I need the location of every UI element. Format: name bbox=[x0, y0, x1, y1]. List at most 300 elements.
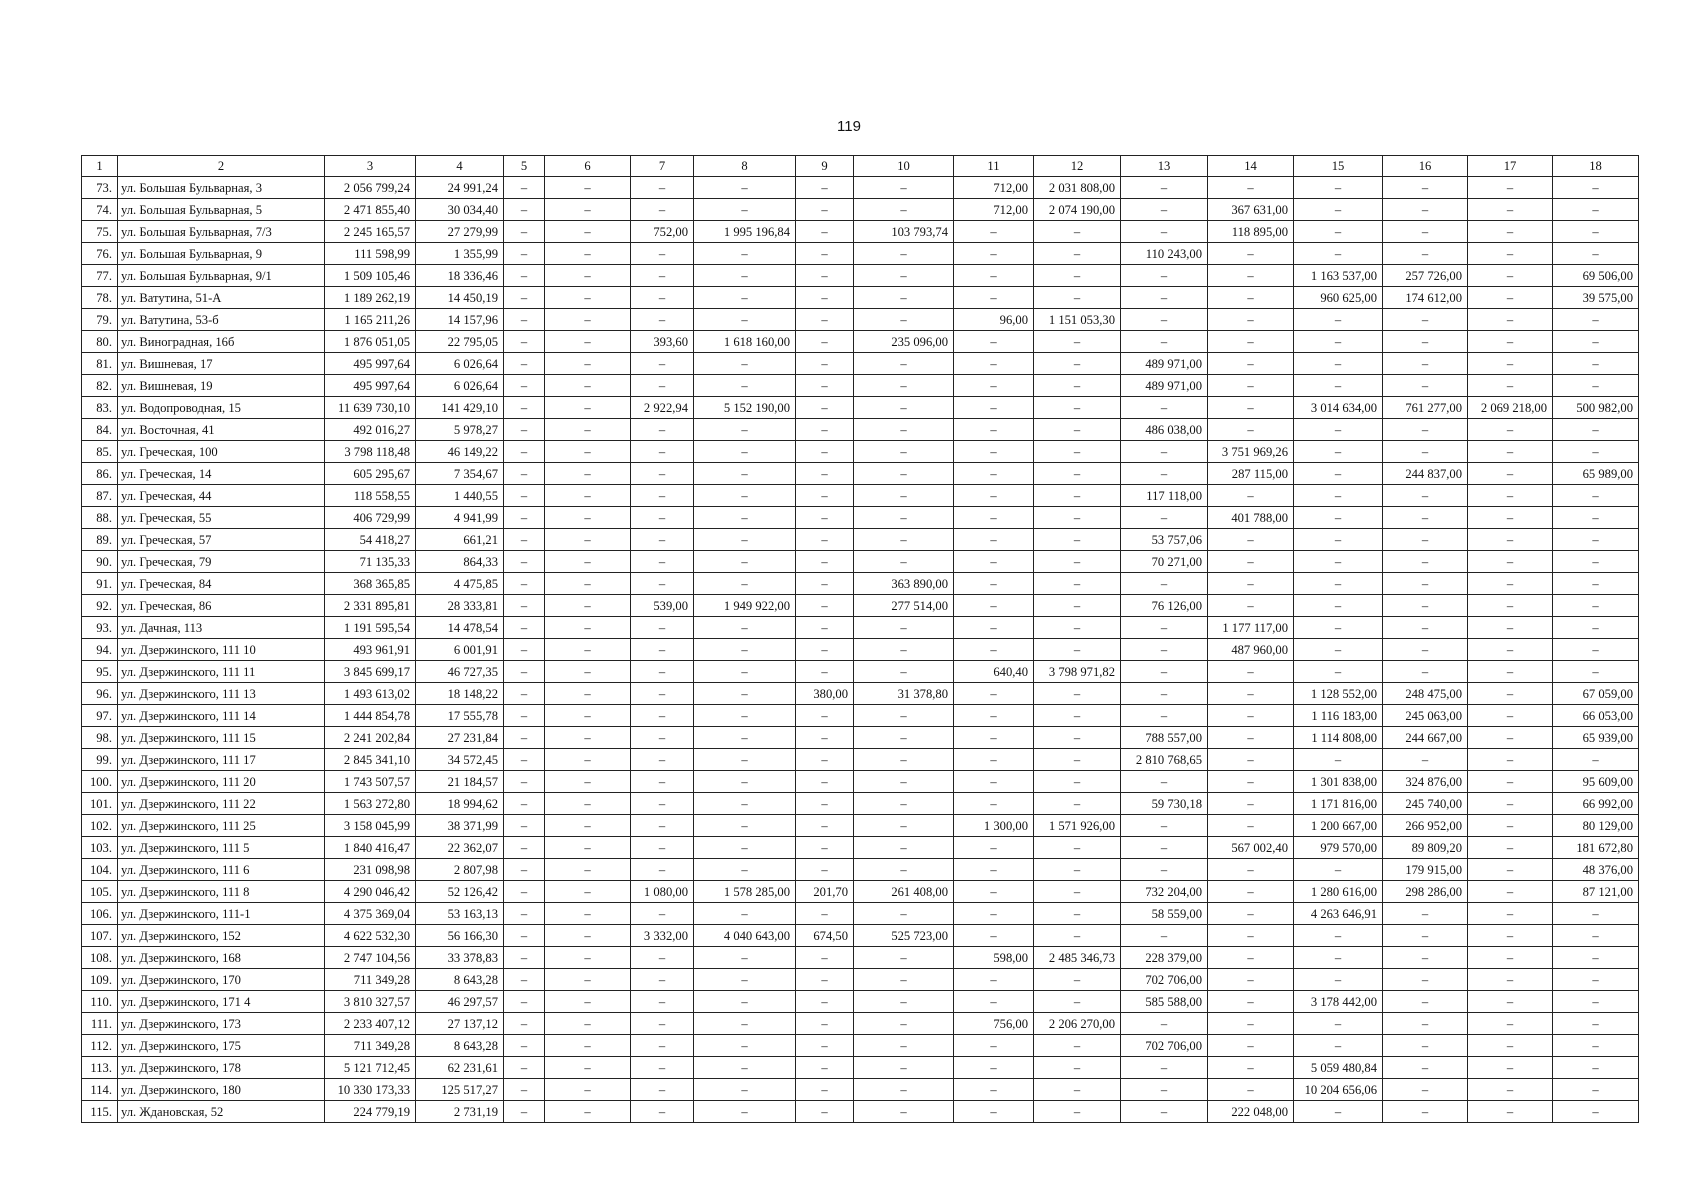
empty-dash-cell: – bbox=[694, 177, 796, 199]
empty-dash-cell: – bbox=[1034, 265, 1121, 287]
empty-dash-cell: – bbox=[545, 683, 631, 705]
amount-cell: 711 349,28 bbox=[325, 969, 416, 991]
amount-cell: 2 233 407,12 bbox=[325, 1013, 416, 1035]
amount-cell: 1 571 926,00 bbox=[1034, 815, 1121, 837]
row-number-cell: 100. bbox=[82, 771, 118, 793]
row-number-cell: 94. bbox=[82, 639, 118, 661]
empty-dash-cell: – bbox=[1468, 1079, 1553, 1101]
empty-dash-cell: – bbox=[1468, 969, 1553, 991]
empty-dash-cell: – bbox=[1208, 331, 1294, 353]
empty-dash-cell: – bbox=[1294, 221, 1383, 243]
empty-dash-cell: – bbox=[1553, 485, 1639, 507]
empty-dash-cell: – bbox=[545, 309, 631, 331]
amount-cell: 53 163,13 bbox=[416, 903, 504, 925]
amount-cell: 66 053,00 bbox=[1553, 705, 1639, 727]
address-cell: ул. Виноградная, 16б bbox=[118, 331, 325, 353]
empty-dash-cell: – bbox=[854, 793, 954, 815]
table-row bbox=[82, 705, 1639, 727]
amount-cell: 222 048,00 bbox=[1208, 1101, 1294, 1123]
empty-dash-cell: – bbox=[504, 749, 545, 771]
empty-dash-cell: – bbox=[1121, 331, 1208, 353]
amount-cell: 525 723,00 bbox=[854, 925, 954, 947]
empty-dash-cell: – bbox=[854, 485, 954, 507]
empty-dash-cell: – bbox=[1468, 661, 1553, 683]
amount-cell: 118 895,00 bbox=[1208, 221, 1294, 243]
empty-dash-cell: – bbox=[796, 749, 854, 771]
empty-dash-cell: – bbox=[1468, 309, 1553, 331]
amount-cell: 28 333,81 bbox=[416, 595, 504, 617]
empty-dash-cell: – bbox=[1383, 507, 1468, 529]
empty-dash-cell: – bbox=[1383, 331, 1468, 353]
address-cell: ул. Большая Бульварная, 9/1 bbox=[118, 265, 325, 287]
row-number-cell: 110. bbox=[82, 991, 118, 1013]
empty-dash-cell: – bbox=[1208, 661, 1294, 683]
row-number-cell: 107. bbox=[82, 925, 118, 947]
amount-cell: 18 148,22 bbox=[416, 683, 504, 705]
empty-dash-cell: – bbox=[504, 287, 545, 309]
empty-dash-cell: – bbox=[1468, 265, 1553, 287]
amount-cell: 52 126,42 bbox=[416, 881, 504, 903]
row-number-cell: 83. bbox=[82, 397, 118, 419]
amount-cell: 640,40 bbox=[954, 661, 1034, 683]
empty-dash-cell: – bbox=[954, 925, 1034, 947]
empty-dash-cell: – bbox=[504, 793, 545, 815]
empty-dash-cell: – bbox=[545, 595, 631, 617]
empty-dash-cell: – bbox=[796, 903, 854, 925]
empty-dash-cell: – bbox=[545, 287, 631, 309]
empty-dash-cell: – bbox=[1034, 925, 1121, 947]
amount-cell: 1 995 196,84 bbox=[694, 221, 796, 243]
amount-cell: 53 757,06 bbox=[1121, 529, 1208, 551]
empty-dash-cell: – bbox=[545, 947, 631, 969]
empty-dash-cell: – bbox=[954, 573, 1034, 595]
empty-dash-cell: – bbox=[694, 529, 796, 551]
empty-dash-cell: – bbox=[504, 529, 545, 551]
empty-dash-cell: – bbox=[1553, 639, 1639, 661]
address-cell: ул. Большая Бульварная, 9 bbox=[118, 243, 325, 265]
empty-dash-cell: – bbox=[1121, 221, 1208, 243]
amount-cell: 48 376,00 bbox=[1553, 859, 1639, 881]
empty-dash-cell: – bbox=[854, 463, 954, 485]
empty-dash-cell: – bbox=[854, 1079, 954, 1101]
empty-dash-cell: – bbox=[796, 837, 854, 859]
empty-dash-cell: – bbox=[1468, 199, 1553, 221]
empty-dash-cell: – bbox=[1553, 1101, 1639, 1123]
address-cell: ул. Дзержинского, 111 5 bbox=[118, 837, 325, 859]
empty-dash-cell: – bbox=[1121, 661, 1208, 683]
empty-dash-cell: – bbox=[1208, 705, 1294, 727]
amount-cell: 2 810 768,65 bbox=[1121, 749, 1208, 771]
empty-dash-cell: – bbox=[1034, 881, 1121, 903]
empty-dash-cell: – bbox=[631, 771, 694, 793]
table-row bbox=[82, 991, 1639, 1013]
empty-dash-cell: – bbox=[631, 705, 694, 727]
empty-dash-cell: – bbox=[631, 375, 694, 397]
empty-dash-cell: – bbox=[504, 705, 545, 727]
empty-dash-cell: – bbox=[1553, 529, 1639, 551]
amount-cell: 18 336,46 bbox=[416, 265, 504, 287]
amount-cell: 1 840 416,47 bbox=[325, 837, 416, 859]
empty-dash-cell: – bbox=[504, 639, 545, 661]
empty-dash-cell: – bbox=[854, 639, 954, 661]
amount-cell: 257 726,00 bbox=[1383, 265, 1468, 287]
empty-dash-cell: – bbox=[1553, 199, 1639, 221]
table-row bbox=[82, 1101, 1639, 1123]
address-cell: ул. Вишневая, 17 bbox=[118, 353, 325, 375]
empty-dash-cell: – bbox=[854, 419, 954, 441]
amount-cell: 141 429,10 bbox=[416, 397, 504, 419]
column-header: 2 bbox=[118, 156, 325, 177]
empty-dash-cell: – bbox=[504, 1013, 545, 1035]
empty-dash-cell: – bbox=[545, 991, 631, 1013]
empty-dash-cell: – bbox=[1034, 397, 1121, 419]
empty-dash-cell: – bbox=[1121, 617, 1208, 639]
table-row bbox=[82, 287, 1639, 309]
amount-cell: 1 163 537,00 bbox=[1294, 265, 1383, 287]
amount-cell: 1 355,99 bbox=[416, 243, 504, 265]
empty-dash-cell: – bbox=[1034, 1035, 1121, 1057]
amount-cell: 3 158 045,99 bbox=[325, 815, 416, 837]
empty-dash-cell: – bbox=[854, 551, 954, 573]
empty-dash-cell: – bbox=[694, 837, 796, 859]
empty-dash-cell: – bbox=[1208, 551, 1294, 573]
table-row bbox=[82, 331, 1639, 353]
row-number-cell: 78. bbox=[82, 287, 118, 309]
address-cell: ул. Дзержинского, 111-1 bbox=[118, 903, 325, 925]
empty-dash-cell: – bbox=[854, 661, 954, 683]
amount-cell: 33 378,83 bbox=[416, 947, 504, 969]
empty-dash-cell: – bbox=[694, 947, 796, 969]
amount-cell: 1 876 051,05 bbox=[325, 331, 416, 353]
empty-dash-cell: – bbox=[1208, 375, 1294, 397]
empty-dash-cell: – bbox=[1553, 177, 1639, 199]
empty-dash-cell: – bbox=[1294, 309, 1383, 331]
empty-dash-cell: – bbox=[1208, 727, 1294, 749]
empty-dash-cell: – bbox=[1121, 287, 1208, 309]
empty-dash-cell: – bbox=[1121, 639, 1208, 661]
empty-dash-cell: – bbox=[545, 1057, 631, 1079]
amount-cell: 4 622 532,30 bbox=[325, 925, 416, 947]
empty-dash-cell: – bbox=[854, 1035, 954, 1057]
empty-dash-cell: – bbox=[694, 199, 796, 221]
empty-dash-cell: – bbox=[1294, 463, 1383, 485]
empty-dash-cell: – bbox=[504, 969, 545, 991]
empty-dash-cell: – bbox=[1034, 529, 1121, 551]
address-cell: ул. Греческая, 79 bbox=[118, 551, 325, 573]
amount-cell: 8 643,28 bbox=[416, 969, 504, 991]
empty-dash-cell: – bbox=[545, 815, 631, 837]
empty-dash-cell: – bbox=[504, 727, 545, 749]
amount-cell: 46 149,22 bbox=[416, 441, 504, 463]
empty-dash-cell: – bbox=[796, 1013, 854, 1035]
empty-dash-cell: – bbox=[504, 903, 545, 925]
empty-dash-cell: – bbox=[1383, 441, 1468, 463]
empty-dash-cell: – bbox=[694, 903, 796, 925]
empty-dash-cell: – bbox=[1034, 705, 1121, 727]
address-cell: ул. Дзержинского, 111 13 bbox=[118, 683, 325, 705]
empty-dash-cell: – bbox=[1468, 881, 1553, 903]
empty-dash-cell: – bbox=[545, 727, 631, 749]
empty-dash-cell: – bbox=[631, 463, 694, 485]
empty-dash-cell: – bbox=[631, 1035, 694, 1057]
table-row bbox=[82, 881, 1639, 903]
amount-cell: 393,60 bbox=[631, 331, 694, 353]
empty-dash-cell: – bbox=[954, 881, 1034, 903]
empty-dash-cell: – bbox=[796, 441, 854, 463]
amount-cell: 1 128 552,00 bbox=[1294, 683, 1383, 705]
empty-dash-cell: – bbox=[1468, 1035, 1553, 1057]
row-number-cell: 108. bbox=[82, 947, 118, 969]
empty-dash-cell: – bbox=[1121, 463, 1208, 485]
empty-dash-cell: – bbox=[504, 551, 545, 573]
empty-dash-cell: – bbox=[504, 265, 545, 287]
expenditure-table-container bbox=[81, 155, 1632, 1123]
empty-dash-cell: – bbox=[954, 793, 1034, 815]
address-cell: ул. Греческая, 86 bbox=[118, 595, 325, 617]
row-number-cell: 86. bbox=[82, 463, 118, 485]
amount-cell: 702 706,00 bbox=[1121, 1035, 1208, 1057]
amount-cell: 489 971,00 bbox=[1121, 353, 1208, 375]
empty-dash-cell: – bbox=[954, 727, 1034, 749]
empty-dash-cell: – bbox=[954, 903, 1034, 925]
empty-dash-cell: – bbox=[854, 903, 954, 925]
amount-cell: 95 609,00 bbox=[1553, 771, 1639, 793]
empty-dash-cell: – bbox=[796, 1101, 854, 1123]
amount-cell: 567 002,40 bbox=[1208, 837, 1294, 859]
table-row bbox=[82, 199, 1639, 221]
amount-cell: 118 558,55 bbox=[325, 485, 416, 507]
empty-dash-cell: – bbox=[1468, 617, 1553, 639]
amount-cell: 117 118,00 bbox=[1121, 485, 1208, 507]
amount-cell: 1 578 285,00 bbox=[694, 881, 796, 903]
empty-dash-cell: – bbox=[1034, 463, 1121, 485]
address-cell: ул. Вишневая, 19 bbox=[118, 375, 325, 397]
empty-dash-cell: – bbox=[1553, 419, 1639, 441]
empty-dash-cell: – bbox=[796, 375, 854, 397]
empty-dash-cell: – bbox=[1383, 573, 1468, 595]
empty-dash-cell: – bbox=[631, 573, 694, 595]
amount-cell: 674,50 bbox=[796, 925, 854, 947]
empty-dash-cell: – bbox=[1034, 331, 1121, 353]
amount-cell: 277 514,00 bbox=[854, 595, 954, 617]
empty-dash-cell: – bbox=[1383, 353, 1468, 375]
empty-dash-cell: – bbox=[1383, 1035, 1468, 1057]
amount-cell: 125 517,27 bbox=[416, 1079, 504, 1101]
empty-dash-cell: – bbox=[545, 793, 631, 815]
empty-dash-cell: – bbox=[1553, 441, 1639, 463]
empty-dash-cell: – bbox=[631, 485, 694, 507]
row-number-cell: 81. bbox=[82, 353, 118, 375]
row-number-cell: 74. bbox=[82, 199, 118, 221]
address-cell: ул. Дачная, 113 bbox=[118, 617, 325, 639]
amount-cell: 1 743 507,57 bbox=[325, 771, 416, 793]
empty-dash-cell: – bbox=[1383, 419, 1468, 441]
amount-cell: 367 631,00 bbox=[1208, 199, 1294, 221]
empty-dash-cell: – bbox=[1294, 419, 1383, 441]
amount-cell: 3 332,00 bbox=[631, 925, 694, 947]
empty-dash-cell: – bbox=[1468, 859, 1553, 881]
empty-dash-cell: – bbox=[504, 419, 545, 441]
amount-cell: 21 184,57 bbox=[416, 771, 504, 793]
empty-dash-cell: – bbox=[796, 221, 854, 243]
empty-dash-cell: – bbox=[545, 243, 631, 265]
empty-dash-cell: – bbox=[1208, 529, 1294, 551]
empty-dash-cell: – bbox=[545, 221, 631, 243]
empty-dash-cell: – bbox=[954, 1035, 1034, 1057]
empty-dash-cell: – bbox=[1553, 991, 1639, 1013]
empty-dash-cell: – bbox=[1468, 551, 1553, 573]
address-cell: ул. Большая Бульварная, 3 bbox=[118, 177, 325, 199]
empty-dash-cell: – bbox=[1468, 1013, 1553, 1035]
empty-dash-cell: – bbox=[1121, 177, 1208, 199]
amount-cell: 46 727,35 bbox=[416, 661, 504, 683]
amount-cell: 4 941,99 bbox=[416, 507, 504, 529]
table-row bbox=[82, 463, 1639, 485]
empty-dash-cell: – bbox=[854, 771, 954, 793]
empty-dash-cell: – bbox=[796, 199, 854, 221]
amount-cell: 732 204,00 bbox=[1121, 881, 1208, 903]
column-header: 1 bbox=[82, 156, 118, 177]
amount-cell: 76 126,00 bbox=[1121, 595, 1208, 617]
amount-cell: 11 639 730,10 bbox=[325, 397, 416, 419]
column-header: 12 bbox=[1034, 156, 1121, 177]
amount-cell: 6 026,64 bbox=[416, 353, 504, 375]
empty-dash-cell: – bbox=[1121, 309, 1208, 331]
empty-dash-cell: – bbox=[694, 1013, 796, 1035]
empty-dash-cell: – bbox=[1208, 419, 1294, 441]
row-number-cell: 109. bbox=[82, 969, 118, 991]
address-cell: ул. Греческая, 84 bbox=[118, 573, 325, 595]
row-number-cell: 87. bbox=[82, 485, 118, 507]
row-number-cell: 84. bbox=[82, 419, 118, 441]
address-cell: ул. Греческая, 44 bbox=[118, 485, 325, 507]
table-row bbox=[82, 771, 1639, 793]
empty-dash-cell: – bbox=[1553, 947, 1639, 969]
table-row bbox=[82, 947, 1639, 969]
empty-dash-cell: – bbox=[694, 551, 796, 573]
amount-cell: 89 809,20 bbox=[1383, 837, 1468, 859]
empty-dash-cell: – bbox=[854, 705, 954, 727]
empty-dash-cell: – bbox=[631, 661, 694, 683]
empty-dash-cell: – bbox=[631, 639, 694, 661]
address-cell: ул. Водопроводная, 15 bbox=[118, 397, 325, 419]
empty-dash-cell: – bbox=[504, 815, 545, 837]
amount-cell: 22 362,07 bbox=[416, 837, 504, 859]
amount-cell: 4 040 643,00 bbox=[694, 925, 796, 947]
empty-dash-cell: – bbox=[1034, 749, 1121, 771]
amount-cell: 324 876,00 bbox=[1383, 771, 1468, 793]
empty-dash-cell: – bbox=[1034, 419, 1121, 441]
empty-dash-cell: – bbox=[631, 419, 694, 441]
empty-dash-cell: – bbox=[1208, 177, 1294, 199]
empty-dash-cell: – bbox=[954, 221, 1034, 243]
amount-cell: 3 178 442,00 bbox=[1294, 991, 1383, 1013]
empty-dash-cell: – bbox=[504, 221, 545, 243]
empty-dash-cell: – bbox=[954, 419, 1034, 441]
empty-dash-cell: – bbox=[1294, 617, 1383, 639]
empty-dash-cell: – bbox=[1208, 1079, 1294, 1101]
empty-dash-cell: – bbox=[1468, 837, 1553, 859]
amount-cell: 2 747 104,56 bbox=[325, 947, 416, 969]
empty-dash-cell: – bbox=[1208, 1057, 1294, 1079]
empty-dash-cell: – bbox=[1294, 661, 1383, 683]
empty-dash-cell: – bbox=[796, 617, 854, 639]
empty-dash-cell: – bbox=[796, 287, 854, 309]
empty-dash-cell: – bbox=[1208, 771, 1294, 793]
empty-dash-cell: – bbox=[954, 969, 1034, 991]
address-cell: ул. Дзержинского, 168 bbox=[118, 947, 325, 969]
amount-cell: 7 354,67 bbox=[416, 463, 504, 485]
empty-dash-cell: – bbox=[796, 991, 854, 1013]
amount-cell: 65 939,00 bbox=[1553, 727, 1639, 749]
address-cell: ул. Ватутина, 53-б bbox=[118, 309, 325, 331]
empty-dash-cell: – bbox=[545, 705, 631, 727]
empty-dash-cell: – bbox=[694, 463, 796, 485]
empty-dash-cell: – bbox=[954, 441, 1034, 463]
empty-dash-cell: – bbox=[694, 441, 796, 463]
empty-dash-cell: – bbox=[1208, 749, 1294, 771]
empty-dash-cell: – bbox=[504, 1101, 545, 1123]
amount-cell: 38 371,99 bbox=[416, 815, 504, 837]
row-number-cell: 101. bbox=[82, 793, 118, 815]
amount-cell: 174 612,00 bbox=[1383, 287, 1468, 309]
empty-dash-cell: – bbox=[1294, 507, 1383, 529]
empty-dash-cell: – bbox=[854, 815, 954, 837]
empty-dash-cell: – bbox=[854, 507, 954, 529]
address-cell: ул. Греческая, 100 bbox=[118, 441, 325, 463]
empty-dash-cell: – bbox=[631, 683, 694, 705]
amount-cell: 1 301 838,00 bbox=[1294, 771, 1383, 793]
address-cell: ул. Дзержинского, 111 25 bbox=[118, 815, 325, 837]
amount-cell: 46 297,57 bbox=[416, 991, 504, 1013]
amount-cell: 17 555,78 bbox=[416, 705, 504, 727]
empty-dash-cell: – bbox=[1034, 507, 1121, 529]
empty-dash-cell: – bbox=[504, 463, 545, 485]
empty-dash-cell: – bbox=[694, 265, 796, 287]
table-row bbox=[82, 507, 1639, 529]
empty-dash-cell: – bbox=[854, 1101, 954, 1123]
amount-cell: 6 026,64 bbox=[416, 375, 504, 397]
empty-dash-cell: – bbox=[545, 419, 631, 441]
amount-cell: 67 059,00 bbox=[1553, 683, 1639, 705]
empty-dash-cell: – bbox=[854, 1013, 954, 1035]
empty-dash-cell: – bbox=[954, 1101, 1034, 1123]
empty-dash-cell: – bbox=[796, 551, 854, 573]
table-row bbox=[82, 419, 1639, 441]
empty-dash-cell: – bbox=[1468, 683, 1553, 705]
amount-cell: 1 300,00 bbox=[954, 815, 1034, 837]
empty-dash-cell: – bbox=[694, 771, 796, 793]
amount-cell: 2 331 895,81 bbox=[325, 595, 416, 617]
empty-dash-cell: – bbox=[545, 903, 631, 925]
empty-dash-cell: – bbox=[1553, 903, 1639, 925]
empty-dash-cell: – bbox=[631, 727, 694, 749]
empty-dash-cell: – bbox=[694, 485, 796, 507]
amount-cell: 4 475,85 bbox=[416, 573, 504, 595]
empty-dash-cell: – bbox=[631, 441, 694, 463]
empty-dash-cell: – bbox=[1383, 749, 1468, 771]
empty-dash-cell: – bbox=[954, 595, 1034, 617]
amount-cell: 3 845 699,17 bbox=[325, 661, 416, 683]
column-header: 15 bbox=[1294, 156, 1383, 177]
row-number-cell: 89. bbox=[82, 529, 118, 551]
empty-dash-cell: – bbox=[631, 529, 694, 551]
empty-dash-cell: – bbox=[1383, 1057, 1468, 1079]
expenditure-table bbox=[81, 155, 1639, 1123]
address-cell: ул. Дзержинского, 111 22 bbox=[118, 793, 325, 815]
amount-cell: 5 152 190,00 bbox=[694, 397, 796, 419]
amount-cell: 1 444 854,78 bbox=[325, 705, 416, 727]
